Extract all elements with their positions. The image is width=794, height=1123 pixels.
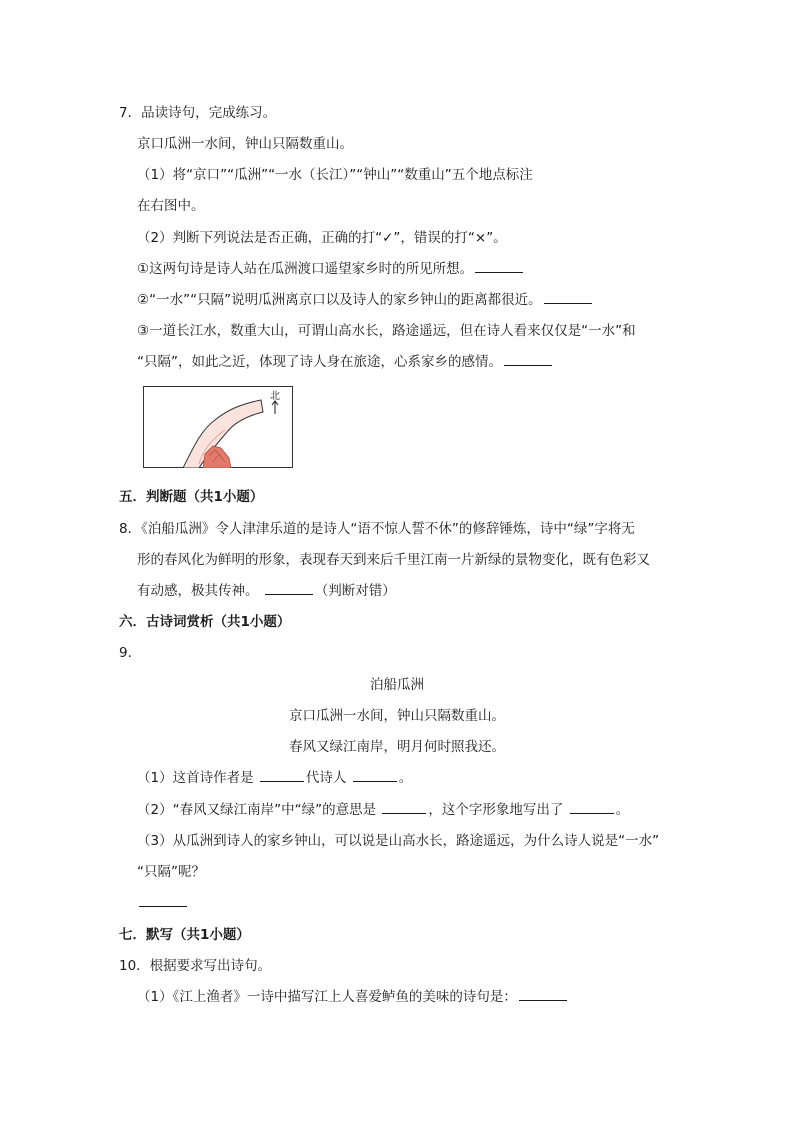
answer-blank[interactable] xyxy=(265,582,313,595)
q9-part3-line2: “只隔”呢？ xyxy=(137,864,205,880)
sec7-heading: 七．默写（共1小题） xyxy=(119,927,250,943)
q9-part2-b: ，这个字形象地写出了 xyxy=(428,802,564,818)
q9-part3-line1: （3）从瓜洲到诗人的家乡钟山，可以说是山高水长，路途遥远，为什么诗人说是“一水” xyxy=(137,833,660,849)
q7-item1-text: ①这两句诗是诗人站在瓜洲渡口遥望家乡时的所见所想。 xyxy=(137,261,474,277)
q9-part2-a: （2）“春风又绿江南岸”中“绿”的意思是 xyxy=(137,802,377,818)
q7-part2: （2）判断下列说法是否正确，正确的打“✓”，错误的打“×”。 xyxy=(137,230,507,246)
answer-blank[interactable] xyxy=(519,988,567,1001)
q7-item3-line1: ③一道长江水，数重大山，可谓山高水长，路途遥远，但在诗人看来仅仅是“一水”和 xyxy=(137,323,636,339)
q7-item3-line2 xyxy=(137,353,554,371)
answer-blank[interactable] xyxy=(570,801,614,814)
q9-part1-a: （1）这首诗作者是 xyxy=(137,770,254,786)
answer-blank[interactable] xyxy=(260,769,304,782)
q9-part2-c: 。 xyxy=(615,802,630,818)
q9-part1-b: 代诗人 xyxy=(305,770,347,786)
north-label: 北 xyxy=(270,391,280,402)
answer-blank[interactable] xyxy=(504,353,552,366)
sec6-heading: 六．古诗词赏析（共1小题） xyxy=(119,614,291,630)
map-figure xyxy=(143,386,293,468)
q8-suffix: （判断对错） xyxy=(314,583,396,599)
q7-item2 xyxy=(137,291,594,309)
q10-part1 xyxy=(137,988,569,1006)
answer-blank[interactable] xyxy=(139,894,187,907)
q7-item1 xyxy=(137,260,525,278)
q8-text: 有动感，极其传神。 xyxy=(137,583,259,599)
sec5-heading: 五．判断题（共1小题） xyxy=(119,489,264,505)
answer-blank[interactable] xyxy=(382,801,426,814)
q9-part1-c: 。 xyxy=(398,770,413,786)
poem-title: 泊船瓜洲 xyxy=(370,677,424,693)
q7-part1-line2: 在右图中。 xyxy=(137,198,205,214)
q7-item3-text: “只隔”，如此之近，体现了诗人身在旅途，心系家乡的感情。 xyxy=(137,354,502,370)
q9-number: 9． xyxy=(119,645,142,661)
q9-part2 xyxy=(137,801,629,819)
answer-blank[interactable] xyxy=(544,291,592,304)
poem-line-2: 春风又绿江南岸，明月何时照我还。 xyxy=(289,739,505,755)
answer-blank[interactable] xyxy=(353,769,397,782)
q8-line3 xyxy=(137,582,396,600)
q7-part1-line1: （1）将“京口”“瓜洲”“一水（长江）”“钟山”“数重山”五个地点标注 xyxy=(137,167,533,183)
answer-blank[interactable] xyxy=(475,260,523,273)
q8-line1: 8．《泊船瓜洲》令人津津乐道的是诗人“语不惊人誓不休”的修辞锤炼，诗中“绿”字将无 xyxy=(119,521,635,537)
poem-line-1: 京口瓜洲一水间，钟山只隔数重山。 xyxy=(289,708,505,724)
q10-part1-text: （1）《江上渔者》一诗中描写江上人喜爱鲈鱼的美味的诗句是： xyxy=(137,989,517,1005)
q7-title: 7．品读诗句，完成练习。 xyxy=(119,105,277,121)
q9-part3-answer xyxy=(137,894,189,912)
q7-item2-text: ②“一水”“只隔”说明瓜洲离京口以及诗人的家乡钟山的距离都很近。 xyxy=(137,292,542,308)
q10-title: 10．根据要求写出诗句。 xyxy=(119,958,272,974)
q8-line2: 形的春风化为鲜明的形象，表现春天到来后千里江南一片新绿的景物变化，既有色彩又 xyxy=(137,552,650,568)
q9-part1 xyxy=(137,769,412,787)
q7-poem-line: 京口瓜洲一水间，钟山只隔数重山。 xyxy=(137,136,353,152)
